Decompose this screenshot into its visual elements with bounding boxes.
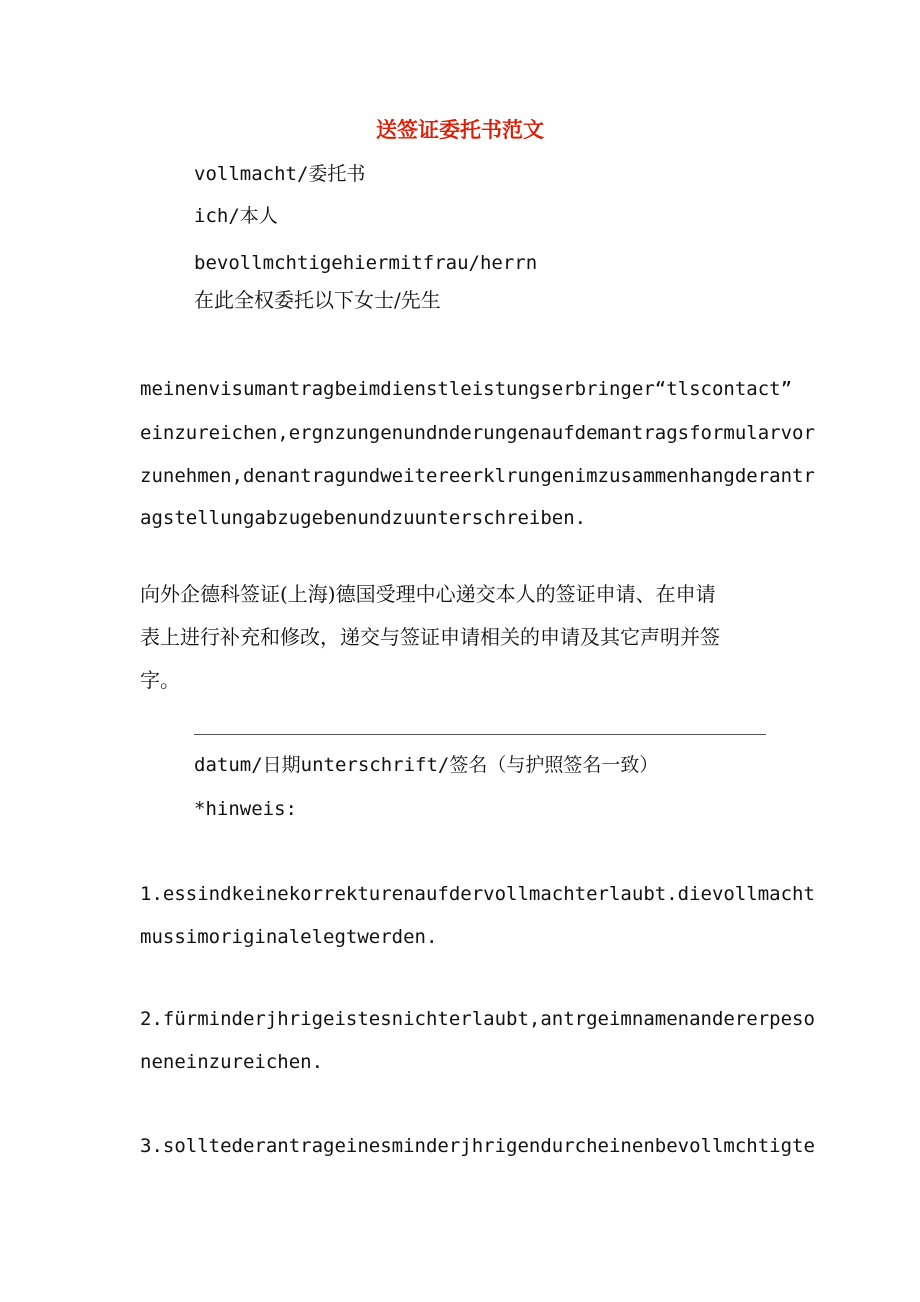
chinese-paragraph-line: 向外企德科签证(上海)德国受理中心递交本人的签证申请、在申请 bbox=[140, 582, 716, 606]
note-2-line-1: 2.fürminderjhrigeistesnichterlaubt,antrgeimnamenandererpeso bbox=[140, 1008, 815, 1030]
chinese-paragraph-line: 字。 bbox=[140, 668, 180, 692]
signature-line: datum/日期unterschrift/签名（与护照签名一致） bbox=[194, 754, 659, 776]
header-line-chinese: 在此全权委托以下女士/先生 bbox=[194, 288, 441, 312]
german-paragraph-line: zunehmen,denantragundweitereerklrungenimzusammenhangderantr bbox=[140, 465, 815, 487]
german-paragraph-line: einzureichen,ergnzungenundnderungenaufdemantragsformularvor bbox=[140, 422, 815, 444]
note-2-line-2: neneinzureichen. bbox=[140, 1051, 324, 1073]
note-1-line-2: mussimoriginalelegtwerden. bbox=[140, 926, 438, 948]
signature-rule bbox=[194, 734, 766, 735]
german-paragraph-line: meinenvisumantragbeimdienstleistungserbringer“tlscontact” bbox=[140, 378, 793, 400]
note-1-line-1: 1.essindkeinekorrekturenaufdervollmachterlaubt.dievollmacht bbox=[140, 883, 815, 905]
chinese-paragraph-line: 表上进行补充和修改，递交与签证申请相关的申请及其它声明并签 bbox=[140, 625, 720, 649]
header-line-vollmacht: vollmacht/委托书 bbox=[194, 163, 366, 185]
german-paragraph-line: agstellungabzugebenundzuunterschreiben. bbox=[140, 507, 587, 529]
document-title: 送签证委托书范文 bbox=[376, 117, 544, 142]
header-line-bevollmaechtige: bevollmchtigehiermitfrau/herrn bbox=[194, 252, 538, 274]
header-line-ich: ich/本人 bbox=[194, 205, 278, 227]
hinweis-label: *hinweis: bbox=[194, 798, 297, 820]
note-3-line-1: 3.solltederantrageinesminderjhrigendurcheinenbevollmchtigte bbox=[140, 1135, 815, 1157]
